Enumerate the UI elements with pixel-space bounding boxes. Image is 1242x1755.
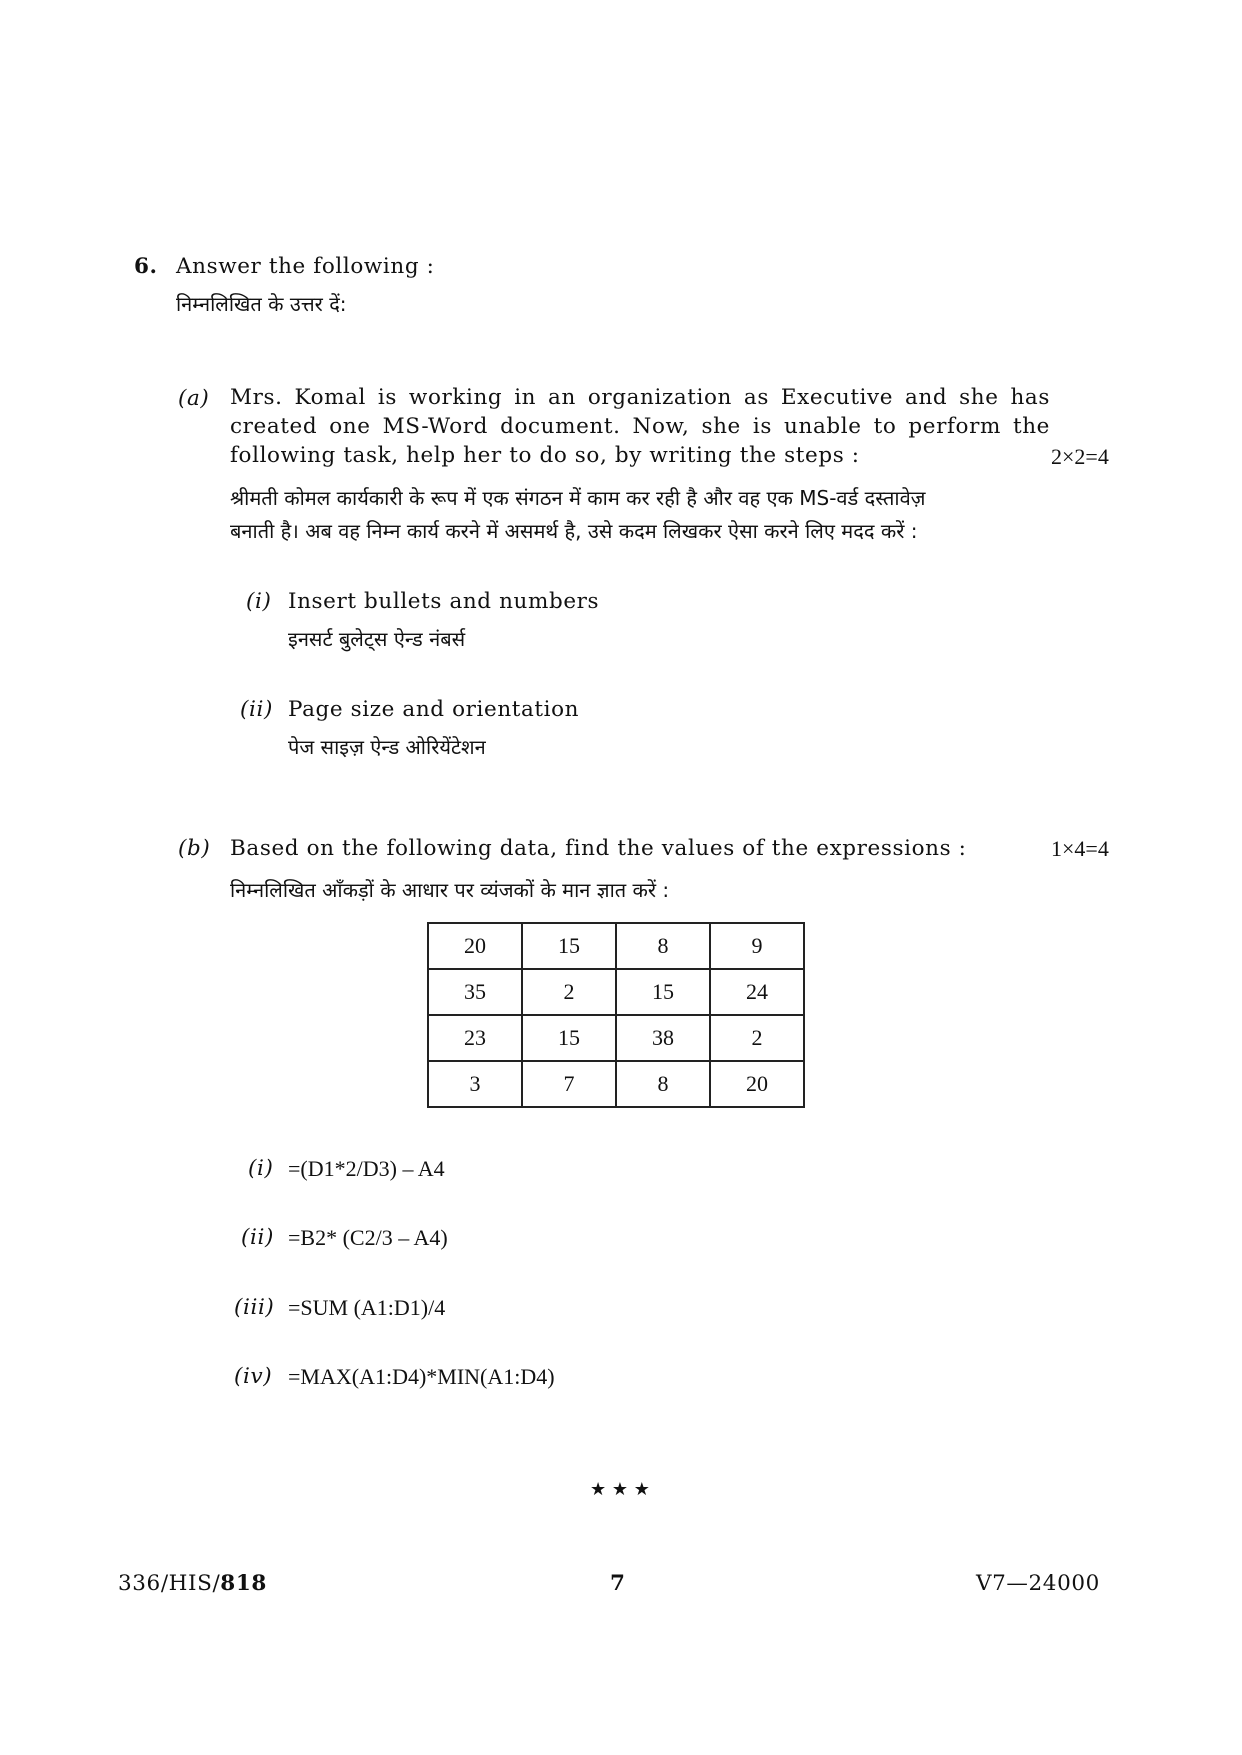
page-number: 7 — [610, 1571, 626, 1596]
part-a-hindi-paragraph — [230, 482, 1130, 548]
part-a-line-2: created one MS-Word document. Now, she is unable to perform the — [230, 414, 1050, 439]
table-row — [428, 1015, 804, 1061]
part-a-label: (a) — [178, 386, 210, 411]
footer-right-code: V7—24000 — [976, 1571, 1100, 1596]
expression-3: =SUM (A1:D1)/4 — [288, 1295, 446, 1320]
table-row — [428, 1061, 804, 1107]
part-b-text: Based on the following data, find the values of the expressions : — [230, 836, 967, 861]
table-cell: 15 — [522, 1015, 616, 1061]
table-cell: 8 — [616, 1061, 710, 1107]
table-cell: 35 — [428, 969, 522, 1015]
table-row — [428, 923, 804, 969]
expression-3-label: (iii) — [234, 1295, 275, 1320]
paper-code-number: 818 — [220, 1571, 267, 1596]
part-a-item-2-label: (ii) — [240, 697, 273, 722]
table-cell: 2 — [710, 1015, 804, 1061]
part-a-item-1-label: (i) — [246, 589, 272, 614]
data-table — [427, 922, 805, 1108]
part-b-text-hindi: निम्नलिखित आँकड़ों के आधार पर व्यंजकों के मान ज्ञात करें : — [230, 878, 670, 902]
part-a-line-3: following task, help her to do so, by writing the steps : — [230, 443, 860, 468]
table-cell: 7 — [522, 1061, 616, 1107]
expression-4-label: (iv) — [234, 1364, 273, 1389]
table-cell: 20 — [428, 923, 522, 969]
table-row — [428, 969, 804, 1015]
question-title-hindi: निम्नलिखित के उत्तर दें: — [176, 292, 347, 316]
table-cell: 24 — [710, 969, 804, 1015]
table-cell: 9 — [710, 923, 804, 969]
part-a-line-1: Mrs. Komal is working in an organization as Executive and she has — [230, 385, 1050, 410]
paper-code — [118, 1571, 267, 1596]
part-a-item-1-hindi: इनसर्ट बुलेट्स ऐन्ड नंबर्स — [288, 627, 466, 651]
table-cell: 8 — [616, 923, 710, 969]
paper-code-prefix: 336/HIS/ — [118, 1571, 221, 1596]
expression-1: =(D1*2/D3) – A4 — [288, 1156, 445, 1181]
expression-2-label: (ii) — [241, 1225, 274, 1250]
part-a-marks: 2×2=4 — [1051, 444, 1109, 469]
part-a-item-2-text: Page size and orientation — [288, 697, 580, 722]
expression-1-label: (i) — [248, 1156, 274, 1181]
part-a-item-1-text: Insert bullets and numbers — [288, 589, 600, 614]
part-a-paragraph — [230, 383, 1050, 470]
table-cell: 38 — [616, 1015, 710, 1061]
part-a-hindi-line-1: श्रीमती कोमल कार्यकारी के रूप में एक संगठन में काम कर रही है और वह एक MS-वर्ड दस्तावेज़ — [230, 486, 926, 510]
table-cell: 15 — [616, 969, 710, 1015]
expression-4: =MAX(A1:D4)*MIN(A1:D4) — [288, 1364, 555, 1389]
question-title: Answer the following : — [176, 254, 435, 279]
table-cell: 20 — [710, 1061, 804, 1107]
part-a-item-2-hindi: पेज साइज़ ऐन्ड ओरियेंटेशन — [288, 735, 486, 759]
table-cell: 3 — [428, 1061, 522, 1107]
part-b-marks: 1×4=4 — [1051, 836, 1109, 861]
end-stars: ★ ★ ★ — [590, 1479, 650, 1500]
part-a-hindi-line-2: बनाती है। अब वह निम्न कार्य करने में असमर्थ है, उसे कदम लिखकर ऐसा करने लिए मदद करें : — [230, 519, 918, 543]
table-cell: 2 — [522, 969, 616, 1015]
question-number: 6. — [134, 254, 158, 279]
part-b-label: (b) — [178, 836, 211, 861]
table-cell: 23 — [428, 1015, 522, 1061]
expression-2: =B2* (C2/3 – A4) — [288, 1225, 448, 1250]
table-cell: 15 — [522, 923, 616, 969]
